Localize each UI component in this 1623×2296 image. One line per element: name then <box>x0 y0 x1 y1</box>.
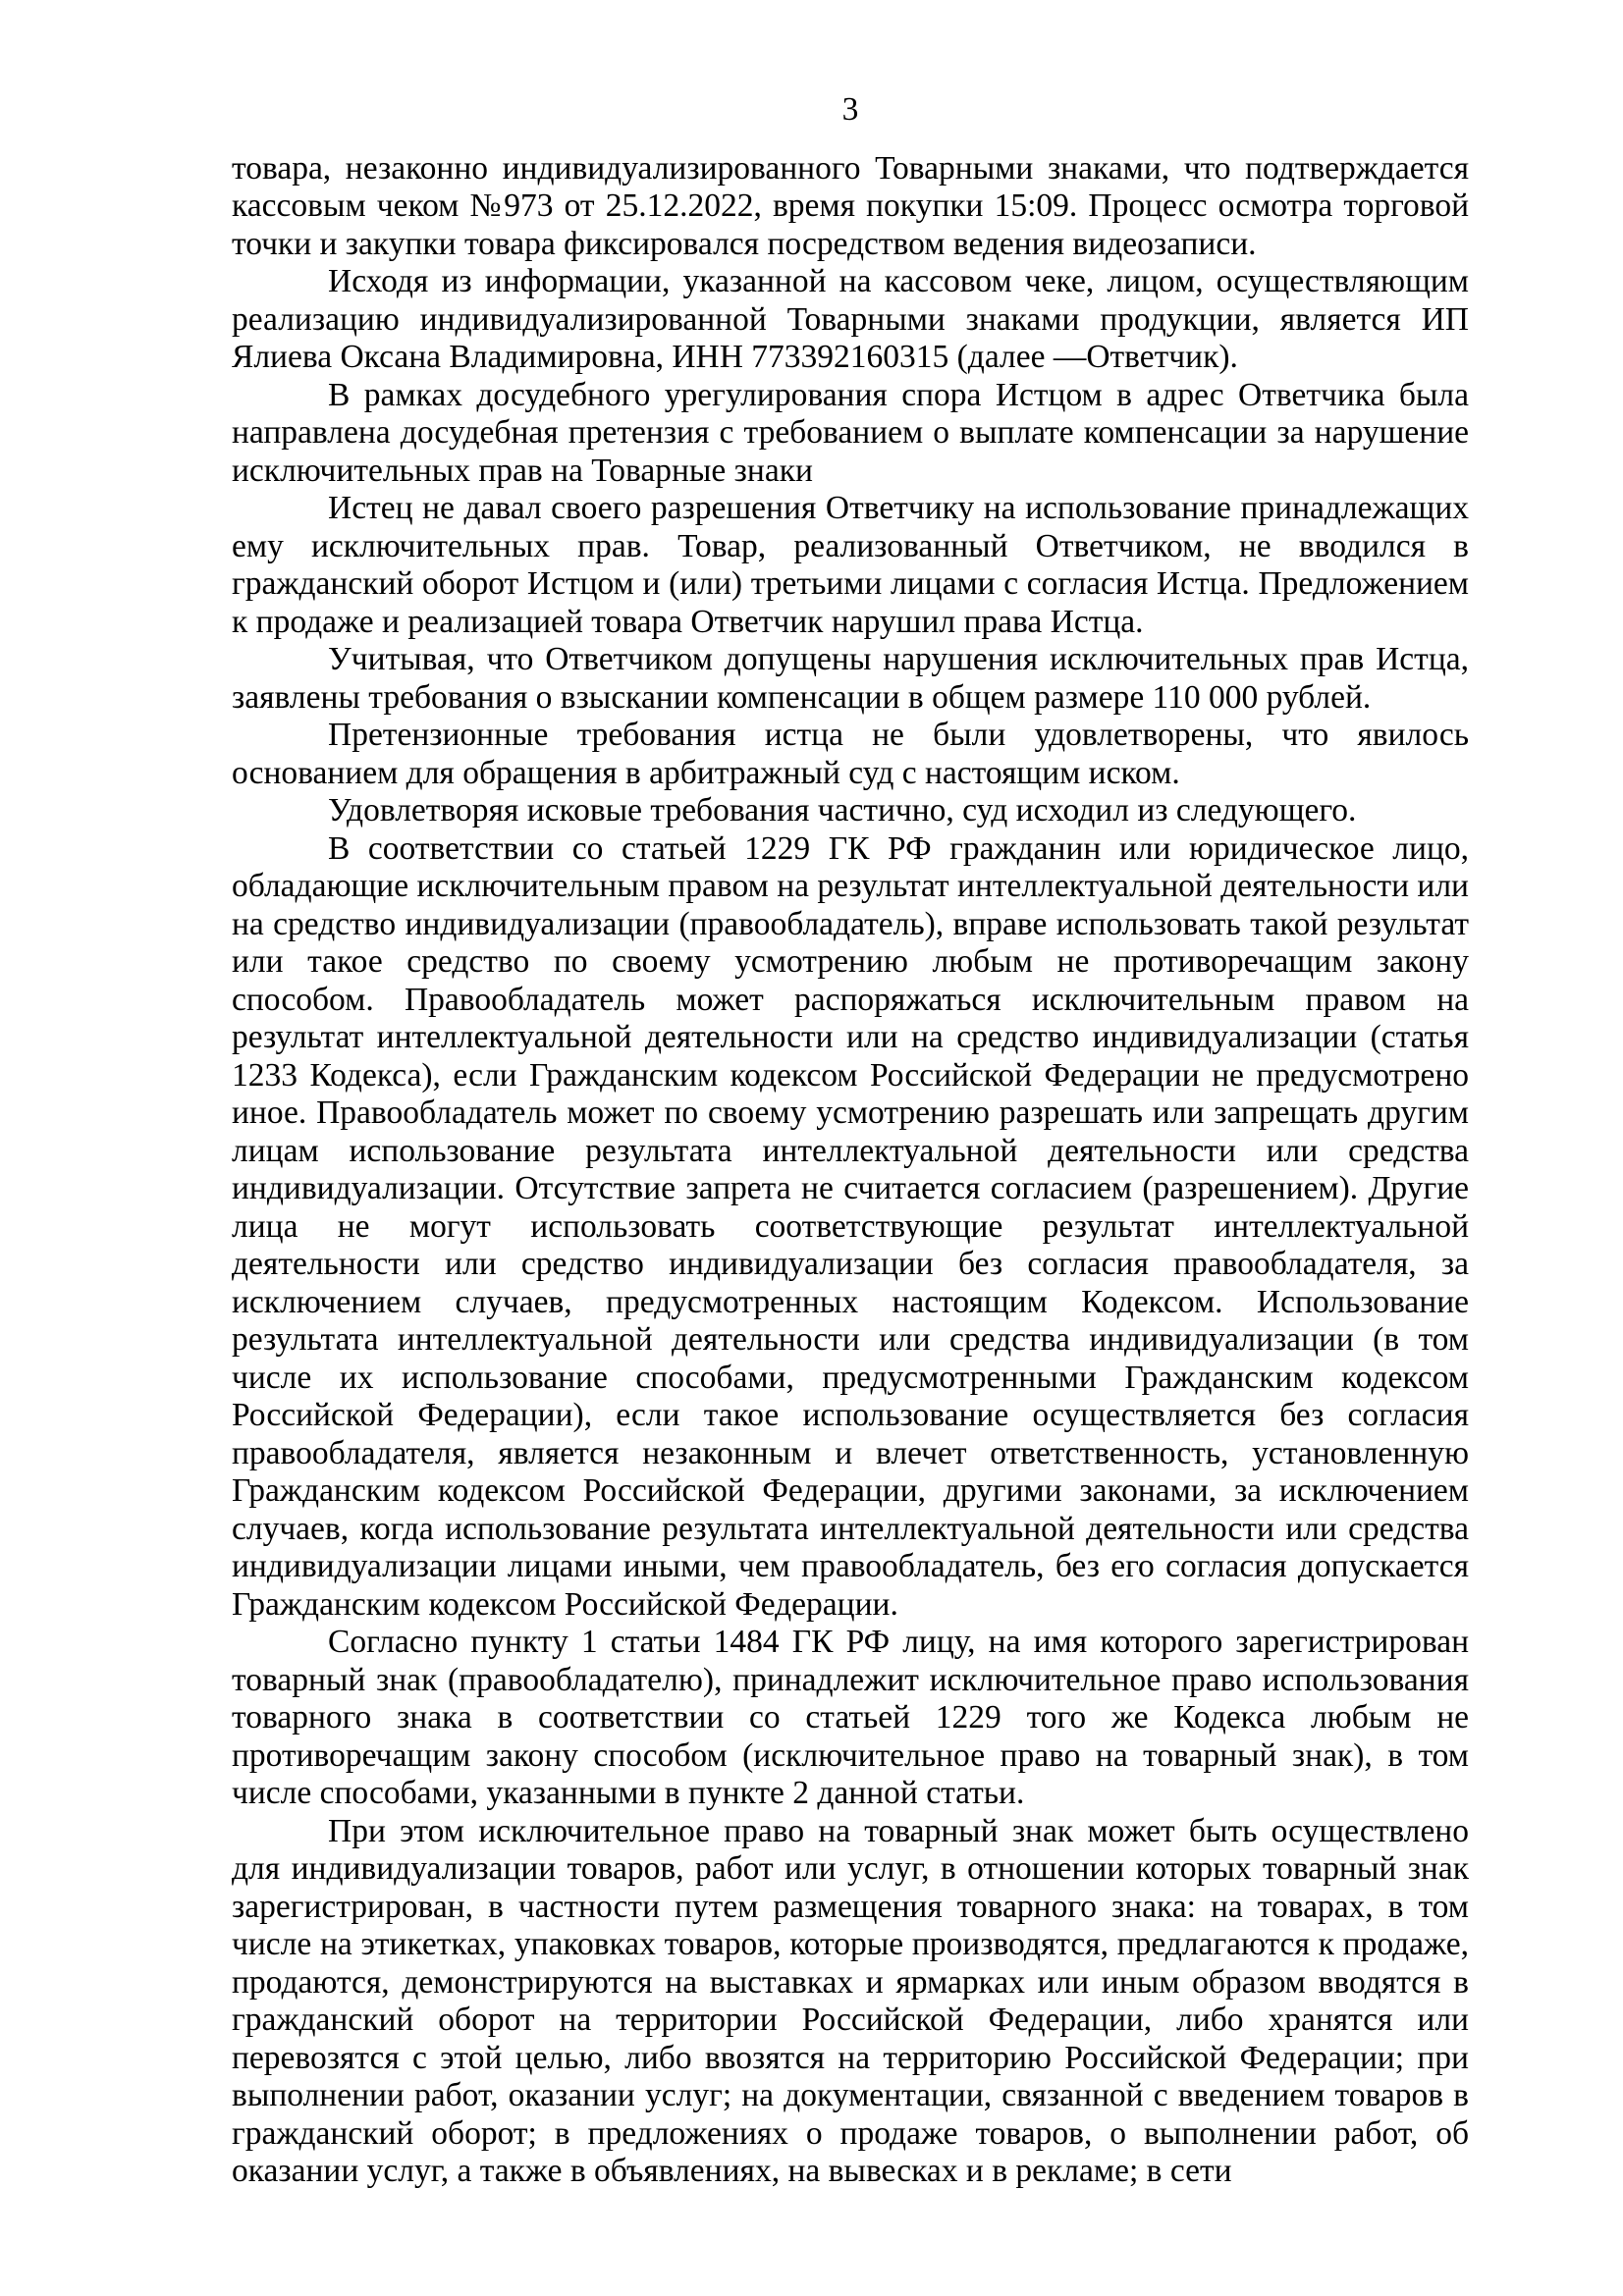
paragraph: Исходя из информации, указанной на кассовом чеке, лицом, осуществляющим реализацию индивидуализированной Товарными знаками продукции, является ИП Ялиева Оксана Владимировна, ИНН 773392160315 (далее —Ответчик). <box>232 263 1469 375</box>
paragraph: Претензионные требования истца не были удовлетворены, что явилось основанием для обращения в арбитражный суд с настоящим иском. <box>232 717 1469 791</box>
paragraph: В соответствии со статьей 1229 ГК РФ гражданин или юридическое лицо, обладающие исключительным правом на результат интеллектуальной деятельности или на средство индивидуализации (правообладатель), вправе использовать такой результат или такое средство по своему усмотрению любым не противоречащим закону способом. Правообладатель может распоряжаться исключительным правом на результат интеллектуальной деятельности или на средство индивидуализации (статья 1233 Кодекса), если Гражданским кодексом Российской Федерации не предусмотрено иное. Правообладатель может по своему усмотрению разрешать или запрещать другим лицам использование результата интеллектуальной деятельности или средства индивидуализации. Отсутствие запрета не считается согласием (разрешением). Другие лица не могут использовать соответствующие результат интеллектуальной деятельности или средство индивидуализации без согласия правообладателя, за исключением случаев, предусмотренных настоящим Кодексом. Использование результата интеллектуальной деятельности или средства индивидуализации (в том числе их использование способами, предусмотренными Гражданским кодексом Российской Федерации), если такое использование осуществляется без согласия правообладателя, является незаконным и влечет ответственность, установленную Гражданским кодексом Российской Федерации, другими законами, за исключением случаев, когда использование результата интеллектуальной деятельности или средства индивидуализации лицами иными, чем правообладатель, без его согласия допускается Гражданским кодексом Российской Федерации. <box>232 829 1469 1623</box>
paragraph: Учитывая, что Ответчиком допущены нарушения исключительных прав Истца, заявлены требования о взыскании компенсации в общем размере 110 000 рублей. <box>232 641 1469 716</box>
paragraph: Истец не давал своего разрешения Ответчику на использование принадлежащих ему исключительных прав. Товар, реализованный Ответчиком, не вводился в гражданский оборот Истцом и (или) третьими лицами с согласия Истца. Предложением к продаже и реализацией товара Ответчик нарушил права Истца. <box>232 490 1469 640</box>
paragraph: В рамках досудебного урегулирования спора Истцом в адрес Ответчика была направлена досудебная претензия с требованием о выплате компенсации за нарушение исключительных прав на Товарные знаки <box>232 376 1469 489</box>
page-number: 3 <box>841 91 859 128</box>
paragraph: Согласно пункту 1 статьи 1484 ГК РФ лицу, на имя которого зарегистрирован товарный знак (правообладателю), принадлежит исключительное право использования товарного знака в соответствии со статьей 1229 того же Кодекса любым не противоречащим закону способом (исключительное право на товарный знак), в том числе способами, указанными в пункте 2 данной статьи. <box>232 1624 1469 1811</box>
document-body <box>232 150 1469 2191</box>
paragraph-continuation: товара, незаконно индивидуализированного Товарными знаками, что подтверждается кассовым чеком №973 от 25.12.2022, время покупки 15:09. Процесс осмотра торговой точки и закупки товара фиксировался посредством ведения видеозаписи. <box>232 149 1469 262</box>
paragraph: Удовлетворяя исковые требования частично, суд исходил из следующего. <box>328 792 1357 828</box>
paragraph: При этом исключительное право на товарный знак может быть осуществлено для индивидуализации товаров, работ или услуг, в отношении которых товарный знак зарегистрирован, в частности путем размещения товарного знака: на товарах, в том числе на этикетках, упаковках товаров, которые производятся, предлагаются к продаже, продаются, демонстрируются на выставках и ярмарках или иным образом вводятся в гражданский оборот на территории Российской Федерации, либо хранятся или перевозятся с этой целью, либо ввозятся на территорию Российской Федерации; при выполнении работ, оказании услуг; на документации, связанной с введением товаров в гражданский оборот; в предложениях о продаже товаров, о выполнении работ, об оказании услуг, а также в объявлениях, на вывесках и в рекламе; в сети <box>232 1812 1469 2189</box>
